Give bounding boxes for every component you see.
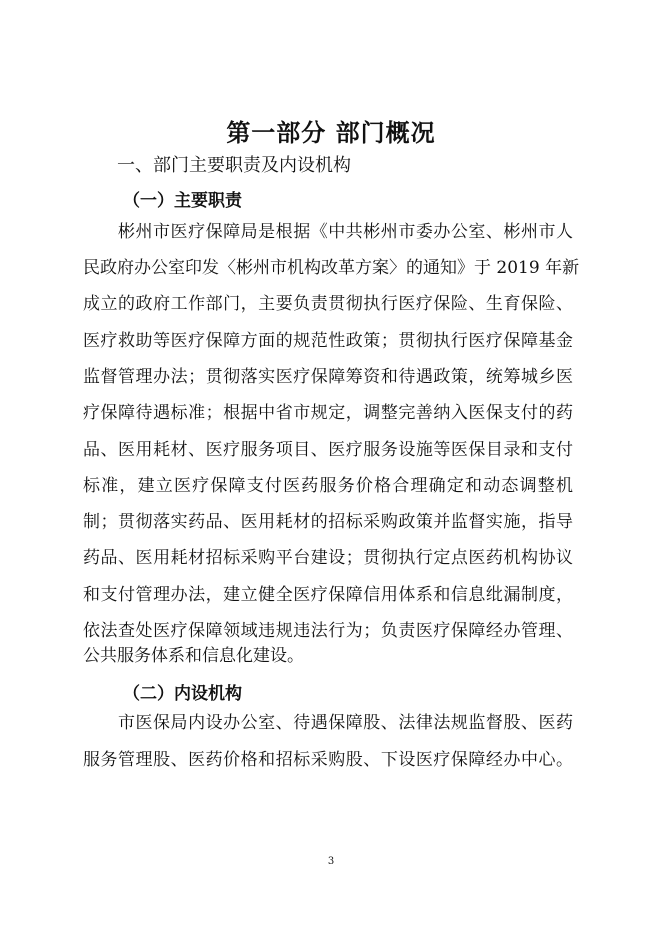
subsection-heading-duties: （一）主要职责 — [123, 191, 242, 211]
page-number: 3 — [327, 856, 335, 867]
paragraph-line: 疗保障待遇标准；根据中省市规定，调整完善纳入医保支付的药 — [83, 403, 573, 423]
paragraph-line: 制；贯彻落实药品、医用耗材的招标采购政策并监督实施，指导 — [83, 512, 573, 532]
paragraph-line: 服务管理股、医药价格和招标采购股、下设医疗保障经办中心。 — [83, 750, 573, 770]
paragraph-line: 药品、医用耗材招标采购平台建设；贯彻执行定点医药机构协议 — [83, 548, 573, 568]
paragraph-line: 依法查处医疗保障领域违规违法行为；负责医疗保障经办管理、 — [83, 621, 573, 641]
paragraph-line: 民政府办公室印发〈彬州市机构改革方案〉的通知》于 2019 年新 — [83, 258, 580, 278]
section-heading: 一、部门主要职责及内设机构 — [117, 155, 351, 176]
paragraph-line: 彬州市医疗保障局是根据《中共彬州市委办公室、彬州市人 — [118, 222, 573, 242]
paragraph-line: 标准，建立医疗保障支付医药服务价格合理确定和动态调整机 — [83, 476, 573, 496]
paragraph-line: 和支付管理办法，建立健全医疗保障信用体系和信息纰漏制度， — [83, 585, 573, 605]
paragraph-line: 市医保局内设办公室、待遇保障股、法律法规监督股、医药 — [118, 713, 573, 733]
paragraph-line: 品、医用耗材、医疗服务项目、医疗服务设施等医保目录和支付 — [83, 440, 573, 460]
subsection-heading-structure: （二）内设机构 — [123, 684, 242, 704]
paragraph-line: 成立的政府工作部门，主要负责贯彻执行医疗保险、生育保险、 — [83, 294, 573, 314]
paragraph-line: 公共服务体系和信息化建设。 — [83, 646, 304, 666]
paragraph-line: 医疗救助等医疗保障方面的规范性政策；贯彻执行医疗保障基金 — [83, 331, 573, 351]
paragraph-line: 监督管理办法；贯彻落实医疗保障筹资和待遇政策，统筹城乡医 — [83, 367, 573, 387]
page-title: 第一部分 部门概况 — [226, 119, 436, 147]
